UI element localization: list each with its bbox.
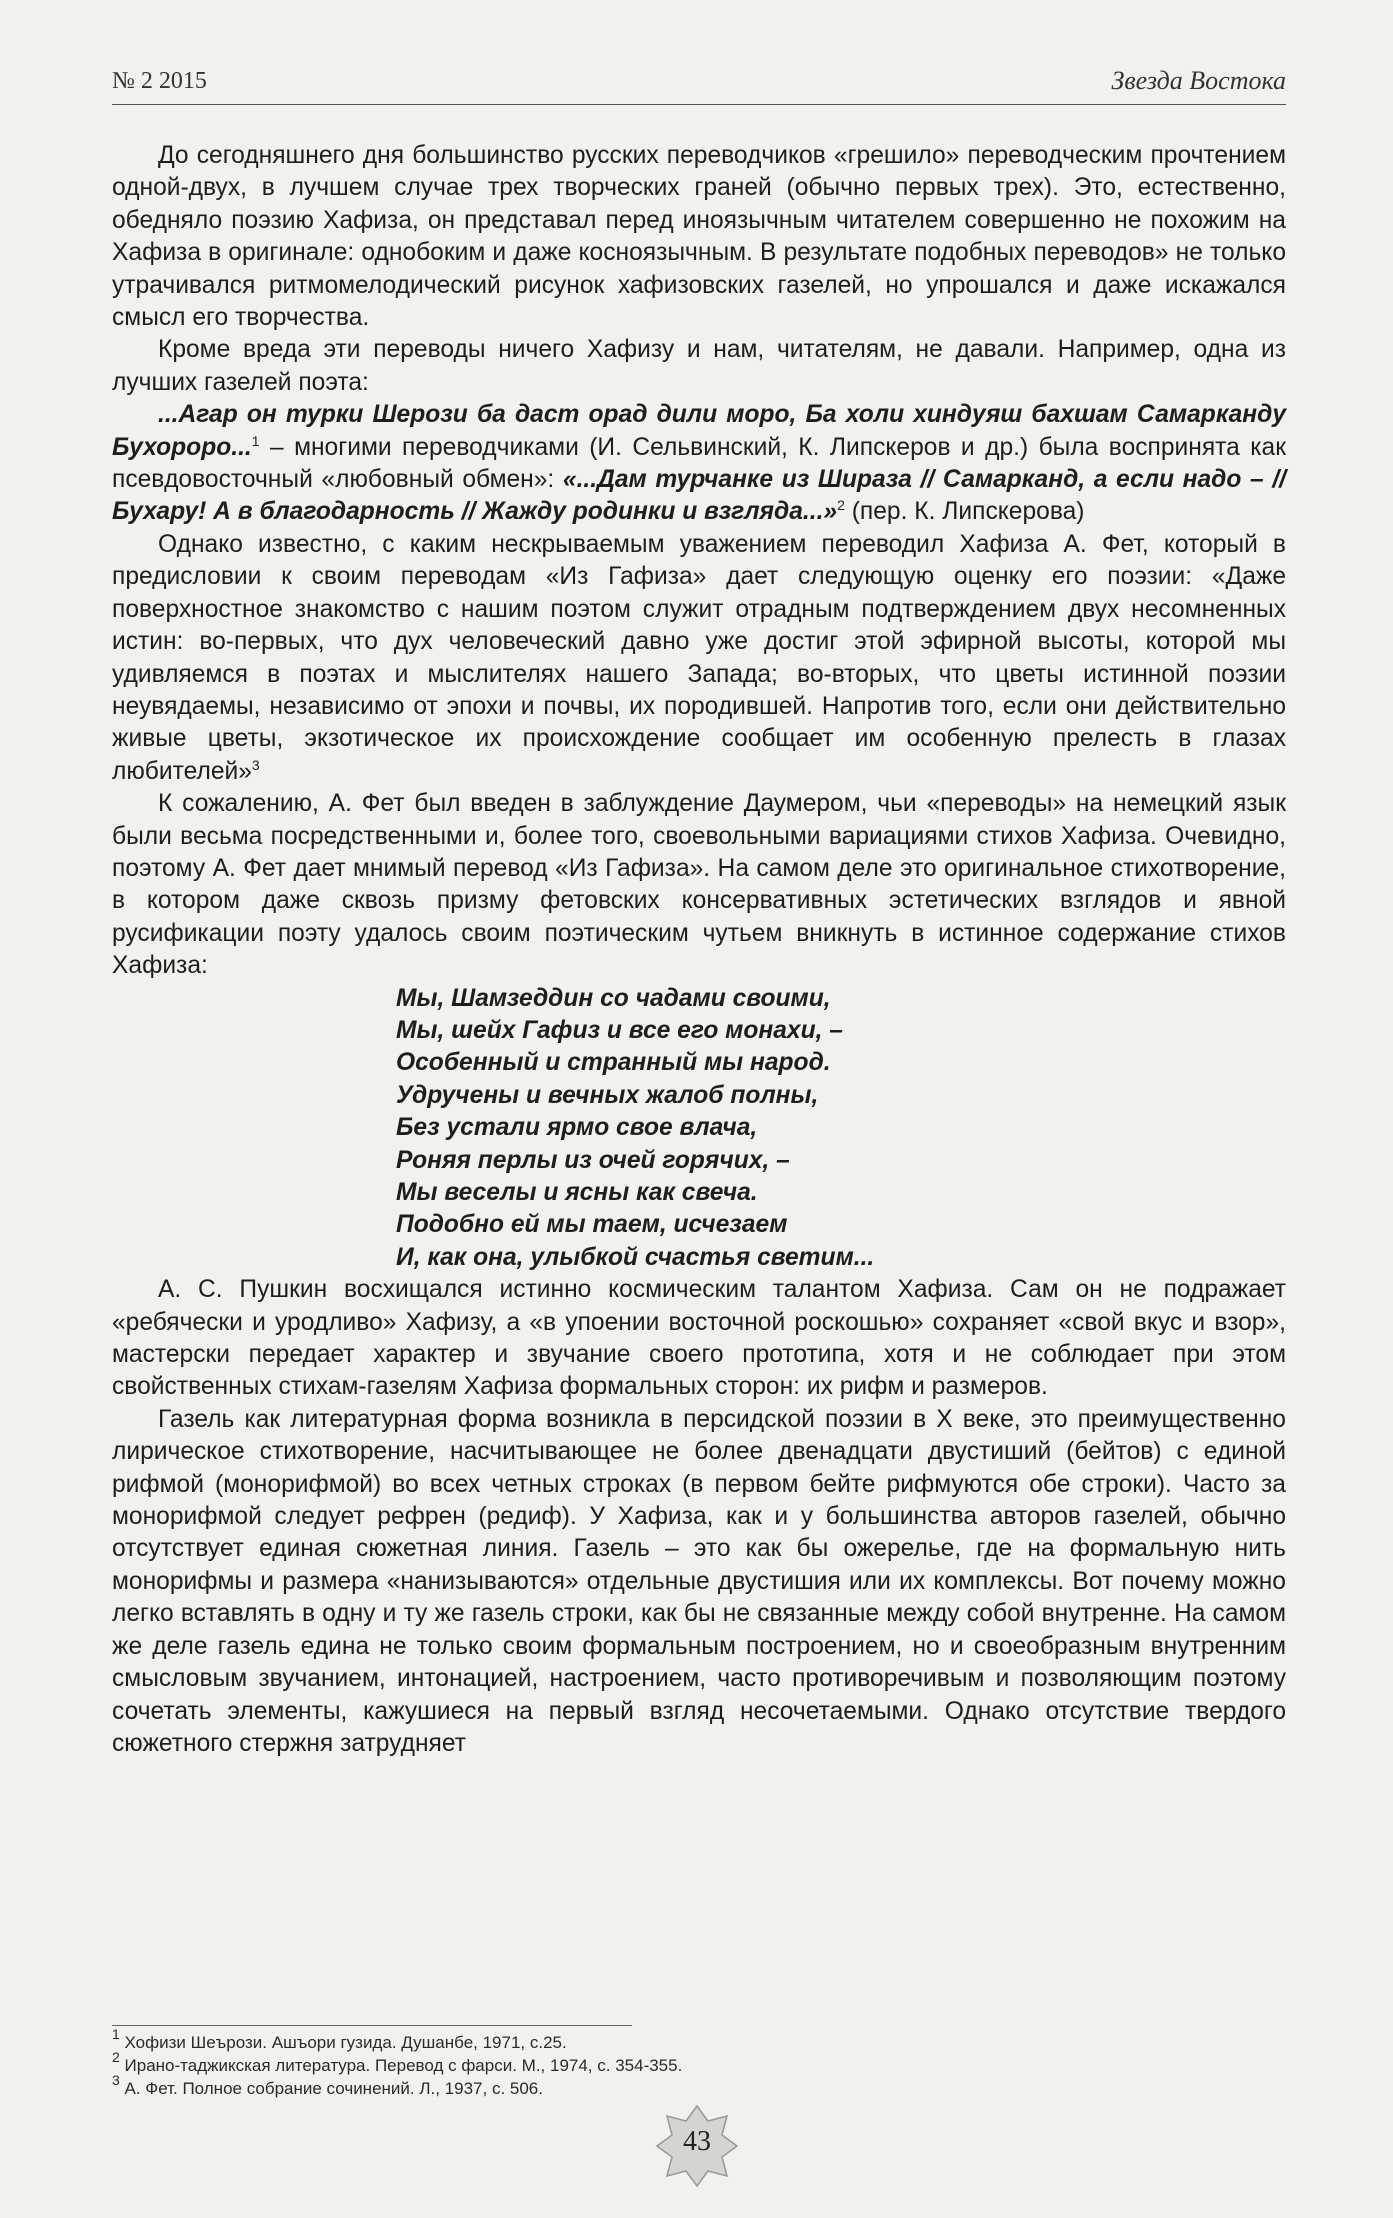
- paragraph-4-text: Однако известно, с каким нескрываемым уважением переводил Хафиза А. Фет, который в предисловии к своим переводам «Из Гафиза» дает следующую оценку его поэзии: «Даже поверхностное знакомство с нашим поэтом служит отрадным подтверждением двух несомненных истин: во-первых, что дух человеческий давно уже достиг этой эфирной высоты, которой мы удивляемся в поэтах и мыслителях нашего Запада; во-вторых, что цветы истинной поэзии неувядаемы, независимо от эпохи и почвы, их породившей. Напротив того, если они действительно живые цветы, экзотическое их происхождение сообщает им особенную прелесть в глазах любителей»: [112, 530, 1286, 785]
- issue-number: № 2 2015: [112, 68, 207, 94]
- footnote-1: [112, 2026, 1286, 2054]
- footnote-text: А. Фет. Полное собрание сочинений. Л., 1937, с. 506.: [119, 2079, 543, 2098]
- journal-title: Звезда Востока: [1111, 66, 1286, 95]
- page-number: 43: [683, 2126, 711, 2157]
- poem-line: И, как она, улыбкой счастья светим...: [396, 1243, 875, 1271]
- translator-note: (пер. К. Липскерова): [844, 498, 1085, 526]
- footnote-ref-2: 2: [837, 497, 845, 514]
- paragraph-1: До сегодняшнего дня большинство русских переводчиков «грешило» переводческим прочтением одной-двух, в лучшем случае трех творческих граней (обычно первых трех). Это, естественно, обедняло поэзию Хафиза, он представал перед иноязычным читателем совершенно не похожим на Хафиза в оригинале: однобоким и даже косноязычным. В результате подобных переводов» не только утрачивался ритмомелодический рисунок хафизовских газелей, но упрошался и даже искажался смысл его творчества.: [112, 142, 1286, 332]
- paragraph-6: А. С. Пушкин восхищался истинно космическим талантом Хафиза. Сам он не подражает «ребячески и уродливо» Хафизу, а «в упоении восточной роскошью» сохраняет «свой вкус и взор», мастерски передает характер и звучание своего прототипа, хотя и не соблюдает при этом свойственных стихам-газелям Хафиза формальных сторон: их рифм и размеров.: [112, 1276, 1286, 1401]
- footnote-text: Ирано-таджикская литература. Перевод с фарси. М., 1974, с. 354-355.: [119, 2056, 683, 2075]
- paragraph-5: К сожалению, А. Фет был введен в заблуждение Даумером, чьи «переводы» на немецкий язык были весьма посредственными и, более того, своевольными вариациями стихов Хафиза. Очевидно, поэтому А. Фет дает мнимый перевод «Из Гафиза». На самом деле это оригинальное стихотворение, в котором даже сквозь призму фетовских консервативных эстетических взглядов и явной русификации поэту удалось своим поэтическим чутьем вникнуть в истинное содержание стихов Хафиза:: [112, 790, 1286, 980]
- footnotes: [112, 2026, 1286, 2100]
- poem-line: Мы, Шамзеддин со чадами своими,: [396, 984, 831, 1012]
- footnote-number: 2: [112, 2049, 120, 2065]
- paragraph-3-text: – многими переводчиками (И. Сельвинский, К. Липскеров и др.) была воспринята как псевдовосточный «любовный обмен»:: [112, 433, 1286, 494]
- poem-line: Роняя перлы из очей горячих, –: [396, 1146, 790, 1174]
- poem-line: Особенный и странный мы народ.: [396, 1049, 831, 1077]
- footnote-divider: [112, 2025, 632, 2026]
- footnote-number: 1: [112, 2026, 120, 2042]
- poem-line: Мы, шейх Гафиз и все его монахи, –: [396, 1016, 843, 1044]
- paragraph-3: [112, 399, 1286, 529]
- poem-line: Мы веселы и ясны как свеча.: [396, 1179, 758, 1206]
- page-number-badge: [655, 2104, 739, 2188]
- footnote-number: 3: [112, 2072, 120, 2088]
- persian-quote: ...Агар он турки Шерози ба даст орад дили моро, Ба холи хиндуяш бахшам Самарканду Бухороро...: [112, 401, 1286, 461]
- footnote-ref-1: 1: [251, 432, 260, 449]
- article-body: [112, 140, 1286, 1760]
- running-header: [112, 62, 1286, 105]
- footnote-ref-3: 3: [251, 756, 260, 773]
- paragraph-4: [112, 529, 1286, 788]
- footnote-text: Хофизи Шеърози. Ашъори гузида. Душанбе, 1971, с.25.: [119, 2033, 567, 2052]
- poem: [112, 983, 1286, 1275]
- poem-line: Подобно ей мы таем, исчезаем: [396, 1211, 788, 1239]
- footnote-2: [112, 2049, 1286, 2077]
- russian-quote: «...Дам турчанке из Шираза // Самарканд, а если надо – // Бухару! А в благодарность // Жажду родинки и взгляда...»: [112, 466, 1286, 526]
- paragraph-7: Газель как литературная форма возникла в персидской поэзии в X веке, это преимущественно лирическое стихотворение, насчитывающее не более двенадцати двустиший (бейтов) с единой рифмой (монорифмой) во всех четных строках (в первом бейте рифмуются обе строки). Часто за монорифмой следует рефрен (редиф). У Хафиза, как и у большинства авторов газелей, обычно отсутствует единая сюжетная линия. Газель – это как бы ожерелье, где на формальную нить монорифмы и размера «нанизываются» отдельные двустишия или их комплексы. Вот почему можно легко вставлять в одну и ту же газель строки, как бы не связанные между собой внутренне. На самом же деле газель едина не только своим формальным построением, но и своеобразным внутренним смысловым звучанием, интонацией, настроением, часто противоречивым и позволяющим поэтому сочетать элементы, кажушиеся на первый взгляд несочетаемыми. Однако отсутствие твердого сюжетного стержня затрудняет: [112, 1405, 1286, 1757]
- footnote-3: [112, 2072, 1286, 2100]
- poem-line: Без устали ярмо свое влача,: [396, 1114, 758, 1142]
- paragraph-2: Кроме вреда эти переводы ничего Хафизу и нам, читателям, не давали. Например, одна из лучших газелей поэта:: [112, 336, 1286, 396]
- poem-line: Удручены и вечных жалоб полны,: [396, 1081, 819, 1109]
